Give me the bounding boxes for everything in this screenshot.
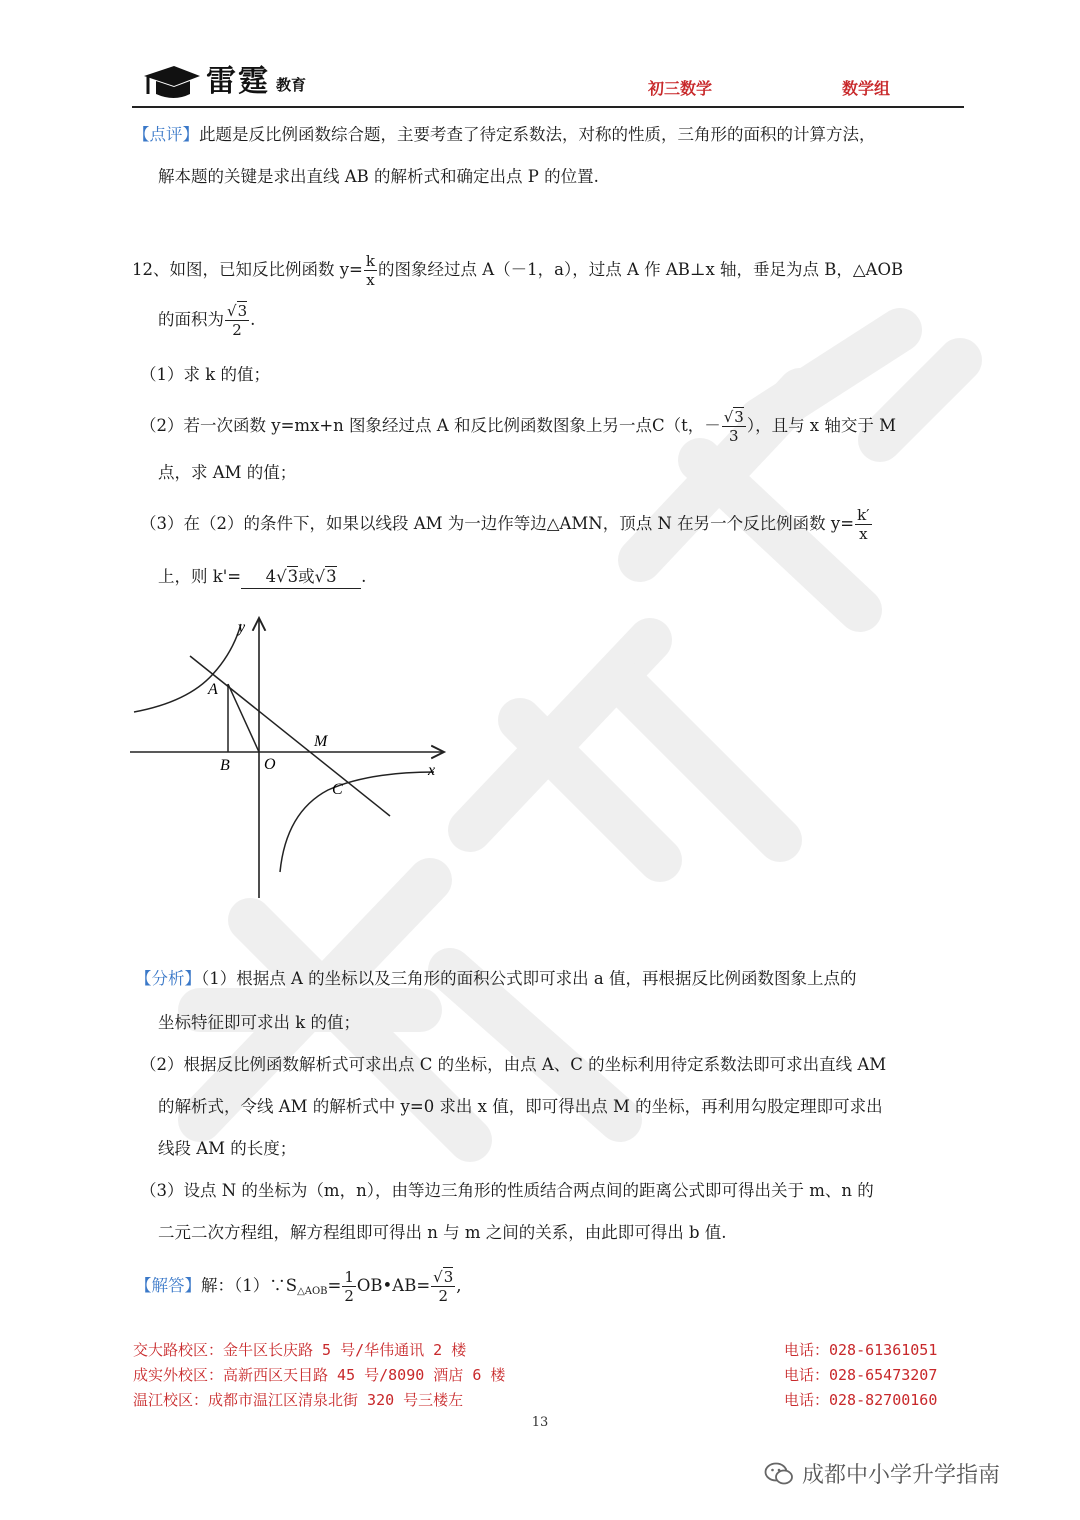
analysis-text: 的解析式，令线 AM 的解析式中 y=0 求出 x 值，即可得出点 M 的坐标，再利用勾股定理即可求出 bbox=[158, 1097, 883, 1116]
solution-line bbox=[135, 1268, 462, 1305]
frac-num bbox=[431, 1268, 455, 1287]
fraction-k-over-x bbox=[364, 252, 377, 289]
fraction-sqrt3-over-3 bbox=[722, 408, 746, 445]
footer-campus-1: 交大路校区：金牛区长庆路 5 号/华伟通讯 2 楼 bbox=[133, 1341, 467, 1359]
label-B: B bbox=[220, 757, 230, 774]
question-2-line-1 bbox=[140, 408, 896, 445]
answer-coef: 4 bbox=[265, 567, 277, 586]
page-header bbox=[132, 58, 964, 108]
frac-den: 2 bbox=[438, 1287, 448, 1305]
footer-phone-3: 电话：028-82700160 bbox=[784, 1391, 938, 1409]
sqrt: √3 bbox=[433, 1268, 454, 1286]
frac-den: 3 bbox=[728, 427, 739, 445]
review-line-2 bbox=[158, 166, 599, 188]
graduation-cap-icon bbox=[140, 64, 202, 100]
page-number: 13 bbox=[531, 1415, 549, 1430]
logo-name: 雷霆 bbox=[206, 64, 270, 99]
question-3-line-1 bbox=[140, 506, 873, 543]
solution-text-c: OB•AB= bbox=[356, 1276, 431, 1295]
solution-subscript: △AOB bbox=[297, 1286, 328, 1297]
problem-line-1 bbox=[132, 252, 903, 289]
fraction-sqrt3-over-2 bbox=[225, 302, 249, 339]
coordinate-figure bbox=[128, 612, 450, 904]
hyperbola-branch-2nd-quadrant bbox=[134, 624, 241, 712]
frac-num bbox=[722, 408, 746, 427]
frac-num: 1 bbox=[344, 1268, 354, 1286]
analysis-text: 二元二次方程组，解方程组即可得出 n 与 m 之间的关系，由此即可得出 b 值. bbox=[158, 1223, 727, 1242]
analysis-line-3 bbox=[140, 1054, 886, 1076]
frac-den: 2 bbox=[232, 321, 242, 339]
sqrt: √3 bbox=[227, 302, 248, 320]
problem-intro-b: 的图象经过点 A（－1，a），过点 A 作 AB⊥x 轴，垂足为点 B，△AOB bbox=[377, 260, 904, 279]
analysis-tag: 【分析】 bbox=[135, 969, 201, 988]
review-line-1 bbox=[133, 124, 876, 146]
radicand: 3 bbox=[326, 567, 337, 586]
frac-den: 2 bbox=[344, 1287, 354, 1305]
frac-den: x bbox=[366, 271, 375, 289]
frac-num: k′ bbox=[857, 506, 870, 524]
radicand: 3 bbox=[443, 1268, 454, 1286]
label-y: y bbox=[238, 619, 246, 636]
analysis-text: （1）根据点 A 的坐标以及三角形的面积公式即可求出 a 值，再根据反比例函数图象上点的 bbox=[201, 969, 857, 988]
solution-text-b: = bbox=[327, 1276, 342, 1295]
logo bbox=[140, 60, 306, 100]
segment-AO bbox=[228, 684, 259, 752]
radicand: 3 bbox=[287, 567, 299, 586]
sqrt: √3 bbox=[723, 408, 744, 426]
question-3-text-d: . bbox=[361, 567, 367, 586]
question-2-text-c: 点，求 AM 的值； bbox=[158, 463, 297, 482]
frac-num: k bbox=[365, 252, 375, 270]
fraction-kprime-over-x bbox=[855, 506, 872, 543]
logo-subtitle: 教育 bbox=[276, 76, 307, 94]
question-1 bbox=[140, 364, 270, 386]
analysis-text: 线段 AM 的长度； bbox=[158, 1139, 297, 1158]
question-3-text-c: 上，则 k'= bbox=[158, 567, 242, 586]
question-3-line-2 bbox=[158, 566, 366, 589]
analysis-line-6 bbox=[140, 1180, 874, 1202]
label-C: C bbox=[332, 781, 343, 798]
problem-line-2 bbox=[158, 302, 255, 339]
radicand: 3 bbox=[734, 408, 744, 426]
review-tag: 【点评】 bbox=[133, 125, 199, 144]
analysis-line-5 bbox=[158, 1138, 296, 1160]
label-O: O bbox=[264, 756, 276, 773]
fraction-sqrt3-over-2 bbox=[431, 1268, 455, 1305]
footer-campus-3: 温江校区：成都市温江区清泉北街 320 号三楼左 bbox=[133, 1391, 464, 1409]
problem-intro-a: 12、如图，已知反比例函数 y= bbox=[132, 260, 363, 279]
question-1-text: （1）求 k 的值； bbox=[140, 365, 270, 384]
footer-phone-1: 电话：028-61361051 bbox=[784, 1341, 938, 1359]
label-x: x bbox=[428, 762, 436, 779]
review-text-2: 解本题的关键是求出直线 AB 的解析式和确定出点 P 的位置. bbox=[158, 167, 599, 186]
question-2-text-b: ），且与 x 轴交于 M bbox=[746, 416, 896, 435]
problem-area-b: . bbox=[250, 310, 256, 329]
header-group: 数学组 bbox=[842, 79, 891, 98]
analysis-line-2 bbox=[158, 1012, 360, 1034]
analysis-text: （3）设点 N 的坐标为（m，n），由等边三角形的性质结合两点间的距离公式即可得出关于 m、n 的 bbox=[140, 1181, 874, 1200]
solution-text-d: , bbox=[456, 1276, 462, 1295]
analysis-line-1 bbox=[135, 968, 856, 990]
frac-num bbox=[225, 302, 249, 321]
line-AM bbox=[190, 656, 390, 816]
fraction-1-over-2 bbox=[342, 1268, 356, 1305]
analysis-text: 坐标特征即可求出 k 的值； bbox=[158, 1013, 360, 1032]
label-M: M bbox=[314, 733, 328, 750]
wechat-account bbox=[764, 1458, 1000, 1489]
solution-tag: 【解答】 bbox=[135, 1276, 201, 1295]
hyperbola-branch-4th-quadrant bbox=[280, 772, 434, 872]
problem-area-a: 的面积为 bbox=[158, 310, 224, 329]
question-2-text-a: （2）若一次函数 y=mx+n 图象经过点 A 和反比例函数图象上另一点C（t，－ bbox=[140, 416, 721, 435]
wechat-icon bbox=[764, 1461, 794, 1487]
frac-den: x bbox=[859, 525, 868, 543]
footer-campus-2: 成实外校区：高新西区天目路 45 号/8090 酒店 6 楼 bbox=[133, 1366, 506, 1384]
analysis-text: （2）根据反比例函数解析式可求出点 C 的坐标，由点 A、C 的坐标利用待定系数法即可求出直线 AM bbox=[140, 1055, 887, 1074]
analysis-line-4 bbox=[158, 1096, 883, 1118]
solution-text-a: 解：（1）∵S bbox=[201, 1276, 298, 1295]
sqrt: √3 bbox=[276, 567, 299, 586]
radicand: 3 bbox=[237, 302, 248, 320]
header-course: 初三数学 bbox=[648, 79, 713, 98]
analysis-line-7 bbox=[158, 1222, 727, 1244]
label-A: A bbox=[208, 681, 218, 698]
answer-or: 或 bbox=[298, 567, 315, 586]
question-3-text-a: （3）在（2）的条件下，如果以线段 AM 为一边作等边△AMN，顶点 N 在另一个反比例函数 y= bbox=[140, 514, 855, 533]
review-text-1: 此题是反比例函数综合题，主要考查了待定系数法，对称的性质，三角形的面积的计算方法， bbox=[199, 125, 876, 144]
footer-phone-2: 电话：028-65473207 bbox=[784, 1366, 938, 1384]
wechat-account-name: 成都中小学升学指南 bbox=[802, 1463, 1001, 1488]
answer-blank bbox=[241, 566, 361, 589]
sqrt: √3 bbox=[314, 567, 337, 586]
question-2-line-2 bbox=[158, 462, 296, 484]
